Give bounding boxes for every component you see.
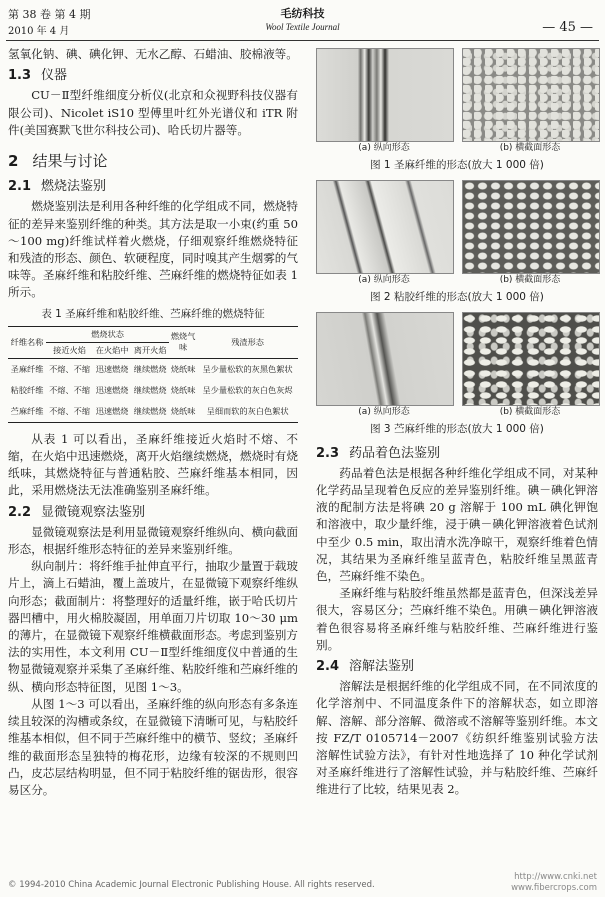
section-title: 溶解法鉴别	[349, 659, 415, 675]
subfigure-label: (a) 纵向形态	[358, 143, 410, 153]
table-cell: 烧纸味	[170, 384, 196, 395]
journal-title-cn: 毛纺科技	[280, 7, 325, 20]
table-row	[8, 401, 298, 423]
table-cell: 迅速燃烧	[95, 405, 129, 416]
table-1-burning-characteristics	[8, 326, 298, 423]
figure-caption: 图 3 苎麻纤维的形态(放大 1 000 倍)	[370, 423, 544, 436]
table-header-burning-state: 燃烧状态	[46, 326, 169, 342]
right-column	[316, 46, 598, 799]
table-cell: 烧纸味	[170, 363, 196, 374]
section-title: 显微镜观察法鉴别	[41, 504, 146, 520]
section-number: 2.1	[8, 179, 32, 195]
table-cell: 继续燃烧	[133, 384, 167, 395]
left-column	[8, 46, 298, 799]
section-number: 2	[8, 152, 19, 171]
table-row	[8, 358, 298, 380]
section-number: 2.2	[8, 504, 32, 520]
section-number: 2.3	[316, 445, 340, 461]
table-cell: 苎麻纤维	[10, 405, 44, 416]
micrograph-cross-section	[462, 312, 600, 406]
table-cell: 不熔、不缩	[49, 405, 91, 416]
paragraph-dissolution-method: 溶解法是根据纤维的化学组成不同，在不同浓度的化学溶剂中、不同温度条件下的溶解状态，如立即溶解、溶解、部分溶解、微溶或不溶解等鉴别纤维。本文按 FZ/T 0105714－2007《纺织纤维鉴别试验方法 溶解性试验方法》，有针对性地选择了 10 种化学试剂对圣麻纤维进行了溶解性试验，并与粘胶纤维、苎麻纤维进行了比较，结果见表 2。	[316, 679, 598, 797]
micrograph-cross-section	[462, 180, 600, 274]
table-cell: 粘胶纤维	[10, 384, 44, 395]
table-header-in-flame: 在火焰中	[95, 344, 129, 355]
section-number: 2.4	[316, 659, 340, 675]
journal-title-en: Wool Textile Journal	[265, 22, 340, 32]
watermark-fibercrops: www.fibercrops.com	[511, 883, 597, 893]
paragraph-dyeing-result: 圣麻纤维与粘胶纤维虽然都是蓝青色，但深浅差异很大，容易区分；苎麻纤维不染色。用碘－碘化钾溶液着色很容易将圣麻纤维与粘胶纤维、苎麻纤维进行鉴别。	[316, 586, 598, 652]
paragraph-instruments: CU－Ⅱ型纤维细度分析仪(北京和众视野科技仪器有限公司)、Nicolet iS10 型傅里叶红外光谱仪和 iTR 附件(美国赛默飞世尔科技公司)、哈氏切片器等。	[8, 88, 298, 137]
section-title: 仪器	[41, 68, 68, 84]
subfigure-label: (b) 横截面形态	[499, 275, 561, 286]
table-header-leave-flame: 离开火焰	[133, 344, 167, 355]
volume-issue: 第 38 卷 第 4 期	[8, 8, 91, 21]
table-cell: 呈细而软的灰白色絮状	[206, 405, 289, 416]
paragraph-burning-result: 从表 1 可以看出，圣麻纤维接近火焰时不熔、不缩，在火焰中迅速燃烧，离开火焰继续燃烧，燃烧时有烧纸味，其燃烧特征与普通粘胶、苎麻纤维基本相同，因此，采用燃烧法无法准确鉴别圣麻纤维。	[8, 431, 298, 498]
paragraph-burning-method: 燃烧鉴别法是利用各种纤维的化学组成不同，燃烧特征的差异来鉴别纤维的种类。其方法是取一小束(约重 50～100 mg)纤维试样着火燃烧，仔细观察纤维燃烧特征和残渣的形态、颜色、软硬程度，同时嗅其产生烟雾的气味等。圣麻纤维和粘胶纤维、苎麻纤维的燃烧特征如表 1 所示。	[8, 199, 298, 300]
table-row	[8, 380, 298, 401]
section-2-3-heading	[316, 445, 598, 462]
paragraph-microscopy-method: 纵向制片：将纤维手扯伸直平行，抽取少量置于载玻片上，滴上石蜡油，覆上盖玻片，在显微镜下观察纤维纵向形态；截面制片：将整理好的适量纤维，嵌于哈氏切片器凹槽中，用火棉胶凝固，用单面刀片切取 10～30 μm 的薄片，在显微镜下观察纤维横截面形态。考虑到鉴别方法的实用性，本文利用 CU－Ⅱ型纤维细度仪中普通的生物显微镜观察并采集了圣麻纤维、粘胶纤维和苎麻纤维的纵、横向形态特征图，见图 1～3。	[8, 559, 298, 694]
subfigure-label: (a) 纵向形态	[358, 275, 410, 286]
table-cell: 圣麻纤维	[10, 363, 44, 374]
copyright-footer: © 1994-2010 China Academic Journal Electronic Publishing House. All rights reserved.	[8, 880, 375, 890]
table-cell: 迅速燃烧	[95, 384, 129, 395]
header-rule	[6, 40, 599, 41]
figure-1	[316, 48, 598, 174]
paragraph-reagents: 氢氧化钠、碘、碘化钾、无水乙醇、石蜡油、胶棉液等。	[8, 47, 298, 61]
table-header-fiber-name: 纤维名称	[10, 336, 44, 347]
section-2-2-heading	[8, 504, 298, 521]
section-2-1-heading	[8, 178, 298, 195]
page-header	[0, 0, 605, 44]
section-title: 药品着色法鉴别	[349, 445, 441, 461]
watermark	[511, 872, 597, 894]
table-1-caption: 表 1 圣麻纤维和粘胶纤维、苎麻纤维的燃烧特征	[41, 307, 265, 320]
figure-3	[316, 312, 598, 438]
issue-date: 2010 年 4 月	[8, 26, 70, 37]
figure-caption: 图 1 圣麻纤维的形态(放大 1 000 倍)	[370, 159, 544, 171]
micrograph-longitudinal	[316, 48, 454, 142]
paragraph-microscopy-result: 从图 1～3 可以看出，圣麻纤维的纵向形态有多条连续且较深的沟槽或条纹，在显微镜下清晰可见，与粘胶纤维基本相似，但不同于苎麻纤维中的横节、竖纹；圣麻纤维的截面形态呈独特的梅花形，边缘有较深的不规则凹凸，皮芯层结构明显，但不同于粘胶纤维的锯齿形，很容易区分。	[8, 696, 298, 797]
page-number: — 45 —	[542, 20, 593, 35]
paragraph-dyeing-method: 药品着色法是根据各种纤维化学组成不同，对某种化学药品呈现着色反应的差异鉴别纤维。碘－碘化钾溶液的配制方法是将碘 20 g 溶解于 100 mL 碘化钾饱和溶液中，取少量纤维，浸于碘－碘化钾溶液着色试剂中至少 0.5 min，取出清水洗净晾干，观察纤维着色情况，其结果为圣麻纤维呈蓝青色，粘胶纤维呈黑蓝青色，苎麻纤维不染色。	[316, 465, 598, 584]
subfigure-label: (a) 纵向形态	[358, 407, 410, 418]
subfigure-label: (b) 横截面形态	[499, 143, 561, 153]
table-cell: 呈少量松软的灰白色灰烬	[202, 384, 293, 395]
table-cell: 烧纸味	[170, 405, 196, 416]
subfigure-label: (b) 横截面形态	[499, 407, 561, 418]
figure-caption: 图 2 粘胶纤维的形态(放大 1 000 倍)	[370, 291, 544, 304]
watermark-cnki: http://www.cnki.net	[514, 872, 597, 882]
section-title: 燃烧法鉴别	[41, 179, 107, 195]
micrograph-longitudinal	[316, 180, 454, 274]
table-cell: 呈少量松软的灰黑色絮状	[202, 363, 293, 374]
table-cell: 迅速燃烧	[95, 363, 129, 374]
paragraph-microscopy-intro: 显微镜观察法是利用显微镜观察纤维纵向、横向截面形态，根据纤维形态特征的差异来鉴别纤维。	[8, 524, 298, 557]
section-2-heading	[8, 153, 298, 170]
section-2-4-heading	[316, 658, 598, 675]
section-number: 1.3	[8, 68, 32, 84]
table-header-residue: 残渣形态	[231, 336, 264, 347]
table-header-near-flame: 接近火焰	[53, 344, 86, 355]
table-cell: 继续燃烧	[133, 363, 167, 374]
section-1-3-heading	[8, 67, 298, 84]
figure-2	[316, 180, 598, 306]
section-title: 结果与讨论	[32, 152, 108, 171]
table-cell: 不熔、不缩	[49, 384, 91, 395]
table-cell: 继续燃烧	[133, 405, 167, 416]
micrograph-longitudinal	[316, 312, 454, 406]
micrograph-cross-section	[462, 48, 600, 142]
table-cell: 不熔、不缩	[49, 363, 91, 374]
table-header-smell: 燃烧气味	[170, 331, 196, 353]
